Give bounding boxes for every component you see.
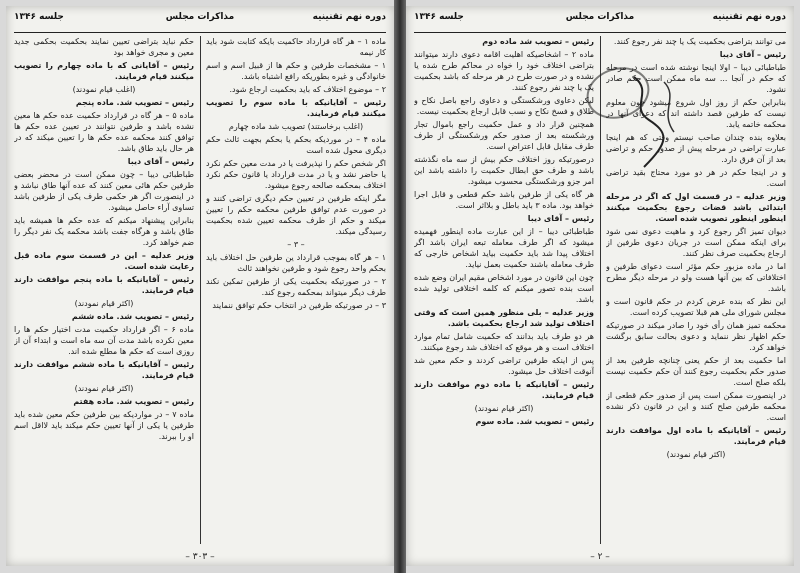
page-number: – ۳۰۳ – bbox=[185, 552, 215, 562]
speaker-line: رئیس – تصویب شد ماده دوم bbox=[482, 37, 594, 46]
speaker-line: رئیس – تصویب شد. ماده هفتم bbox=[73, 397, 194, 406]
speaker-line: رئیس – آقایانیکه با ماده ششم موافقت دارند قیام فرمایند. bbox=[14, 360, 194, 380]
speaker-line: رئیس – آقایانیکه با ماده پنجم موافقت دارند قیام فرمایند. bbox=[14, 275, 194, 295]
page-header bbox=[414, 10, 786, 33]
vote-note: (اکثر قیام نمودند) bbox=[666, 450, 726, 459]
paragraph: ماده ۶ – اگر قرارداد حکمیت مدت اختیار حکم ها را معین نکرده باشد مدت آن سه ماه است و ابتداء آن از روزی است که حکم ها مطلع شده اند. bbox=[14, 325, 194, 356]
speaker-line: رئیس – تصویب شد. ماده پنجم bbox=[75, 98, 194, 107]
paragraph: و در اینجا حکم در هر دو مورد محتاج بقید تراضی است. bbox=[606, 168, 786, 188]
header-title: مذاکرات مجلس bbox=[565, 12, 635, 22]
paragraph: پس از اینکه طرفین تراضی کردند و حکم معین شد آنوقت اختلاف حل میشود. bbox=[414, 356, 594, 376]
page-header bbox=[14, 10, 386, 33]
vote-note: (اکثر قیام نمودند) bbox=[74, 384, 134, 393]
paragraph: بعلاوه بنده چندان صاحب نیستم وقتی که هم اینجا عبارت تراضی در مرحله پیش از صدور حکم و تراضی بعد از آن فرق دارد. bbox=[606, 133, 786, 164]
speaker-line: رئیس – آقایانیکه با ماده سوم را تصویب میکنند قیام فرمایند. bbox=[206, 98, 386, 118]
paragraph: بنابراین پیشنهاد میکنم که عده حکم ها همیشه باید طاق باشد و هرگاه جفت باشد محکمه یک نفر دیگر را ضم خواهد کرد. bbox=[14, 216, 194, 247]
header-session: جلسه ۱۳۴۶ bbox=[414, 12, 464, 22]
paragraph: لیکن دعاوی ورشکستگی و دعاوی راجع باصل نکاح و طلاق و فسخ نکاح و نسب قابل ارجاع بحکمیت نیست. bbox=[414, 96, 594, 116]
header-title: مذاکرات مجلس bbox=[165, 12, 235, 22]
paragraph: طباطبائی دیبا – از این عبارت ماده اینطور فهمیده میشود که اگر طرف معامله تبعه ایران باشد اگر اختلاف پیدا شد باید حکمیت بیاید اشخاص خارجی که طرف معامله باشند حکمیت بعمل نیاید. bbox=[414, 227, 594, 269]
speaker-line: رئیس – آقای دیبا bbox=[127, 157, 194, 166]
header-term: دوره نهم تقنینیه bbox=[312, 12, 386, 22]
paragraph: ۲ – موضوع اختلاف که باید بحکمیت ارجاع شود. bbox=[229, 85, 386, 94]
paragraph: مگر اینکه طرفین در تعیین حکم دیگری تراضی کنند و در صورت عدم توافق طرفین محکمه حکم را تعیین میکند و حکم از طرف محکمه تعیین شده بحکمیت رسیدگی میکند. bbox=[206, 194, 386, 236]
paragraph: ماده ۴ – در موردیکه بحکم یا بحکم بجهت ثالث حکم دیگری محول شده است bbox=[206, 135, 386, 155]
paragraph: اما در ماده مزبور حکم مؤثر است دعوای طرفین و اختلافاتی که بین آنها هست ولو در مرحله دیگر مطرح باشد. bbox=[606, 262, 786, 293]
text-column-left bbox=[414, 36, 594, 544]
text-column-right bbox=[206, 36, 386, 544]
paragraph: چون این قانون در مورد اشخاص مقیم ایران وضع شده است بنده تصور میکنم که کلمه اختلافی تولید شده باشد. bbox=[414, 273, 594, 304]
paragraph: می توانند بتراضی بحکمیت یک یا چند نفر رجوع کنند. bbox=[613, 37, 786, 46]
speaker-line: رئیس – آقایانیکه با ماده دوم موافقت دارند قیام فرمایند. bbox=[414, 380, 594, 400]
speaker-line: وزیر عدلیه – بلی منظور همین است که وقتی اختلاف تولید شد ارجاع بحکمیت باشد. bbox=[414, 308, 594, 328]
paragraph: در اینصورت ممکن است پس از صدور حکم قطعی از محکمه طرفین صلح کنند و این در قانون ذکر نشده است. bbox=[606, 391, 786, 422]
speaker-line: رئیس – آقایانی که با ماده چهارم را تصویب میکنند قیام فرمایند. bbox=[14, 61, 194, 81]
paragraph: ۱ – مشخصات طرفین و حکم ها از قبیل اسم و اسم خانوادگی و غیره بطوریکه رافع اشتباه باشد. bbox=[206, 61, 386, 81]
speaker-line: رئیس – تصویب شد. ماده سوم bbox=[475, 417, 594, 426]
paragraph: دیوان تمیز اگر رجوع کرد و ماهیت دعوی نمی شود برای اینکه ممکن است در جریان دعوی طرفین از ارجاع بحکمیت صرف نظر کنند. bbox=[606, 227, 786, 258]
paragraph: اگر شخص حکم را نپذیرفت یا در مدت معین حکم نکرد یا حاضر نشد و یا در مدت قرارداد یا قانون حکم نکرد اختلاف بمحکمه صالحه رجوع میشود. bbox=[206, 159, 386, 190]
paragraph: طباطبائی دیبا – چون ممکن است در محضر بعضی طرفین حکم هائی معین کنند که عده آنها طاق نباشد و در اینصورت اگر هر حکمی طرف یکی از طرفین باشد تساوی آراء حاصل میشود. bbox=[14, 170, 194, 212]
speaker-line: وزیر عدلیه – در قسمت اول که اگر در مرحله ابتدائی باشد قضات رجوع بحکمیت میکنند اینطور اینطور تصویب شده است. bbox=[606, 192, 786, 223]
paragraph: درصورتیکه روز اختلاف حکم بیش از سه ماه نگذشته باشد و طرف حق ابطال حکمیت را داشته باشد این امر جزو ورشکستگی محسوب میشود. bbox=[414, 155, 594, 186]
header-session: جلسه ۱۳۴۶ bbox=[14, 12, 64, 22]
vote-note: – ۳ – bbox=[287, 240, 305, 249]
speaker-line: رئیس – آقای دیبا bbox=[527, 214, 594, 223]
paragraph: ماده ۷ – در مواردیکه بین طرفین حکم معین شده باید طرفین یا یکی از آنها تعیین حکم میکند باید لااقل اسم او را ببرند. bbox=[14, 410, 194, 441]
speaker-line: رئیس – آقای دیبا bbox=[719, 50, 786, 59]
paragraph: این نظر که بنده عرض کردم در حکم قانون است و مجلس شورای ملی هم قبلا تصویب کرده است. bbox=[606, 297, 786, 317]
vote-note: (اکثر قیام نمودند) bbox=[74, 299, 134, 308]
vote-note: (اکثر قیام نمودند) bbox=[474, 404, 534, 413]
paragraph: ماده ۱ – هر گاه قرارداد حاکمیت بایکه کتابت شود باید کار نیمه bbox=[206, 37, 386, 57]
handwritten-scribble bbox=[624, 72, 694, 172]
paragraph: اما حکمیت بعد از حکم یعنی چنانچه طرفین بعد از صدور حکم بحکمیت رجوع کنند آن حکم حکمیت نیست بلکه صلح است. bbox=[606, 356, 786, 387]
paragraph: ۳ – در صورتیکه طرفین در انتخاب حکم توافق ننمایند bbox=[212, 301, 386, 310]
paragraph: ۲ – در صورتیکه بحکمیت یکی از طرفین تمکین نکند طرف دیگر میتواند بمحکمه رجوع کند. bbox=[206, 277, 386, 297]
vote-note: (اغلب قیام نمودند) bbox=[72, 85, 136, 94]
header-term: دوره نهم تقنینیه bbox=[712, 12, 786, 22]
paragraph: بنابراین حکم از روز اول شروع میشود چون معلوم نیست که طرفین قصد داشته اند که دعوای آنها در محکمه خاتمه یابد. bbox=[606, 98, 786, 129]
speaker-line: وزیر عدلیه – این در قسمت سوم ماده قبل رعایت شده است. bbox=[14, 251, 194, 271]
page-number: – ۲ – bbox=[590, 552, 610, 562]
left-page bbox=[6, 6, 394, 566]
text-column-left bbox=[14, 36, 194, 544]
paragraph: همچنین قرار داد و عمل حکمیت راجع باموال تجار ورشکسته بعد از صدور حکم ورشکستگی از طرف طرف مقابل قابل اعتراض است. bbox=[414, 120, 594, 151]
paragraph: ۱ – هر گاه بموجب قرارداد ین طرفین حل اختلاف باید بحکم واحد رجوع شود و طرفین نخواهند ثالث bbox=[206, 253, 386, 273]
paragraph: حکم نباید بتراضی تعیین نمایند بحکمیت بحکمی جدید معین و مجری خواهد بود bbox=[14, 37, 194, 57]
paragraph: ماده ۲ – اشخاصیکه اهلیت اقامه دعوی دارند میتوانند بتراضی اختلاف خود را خواه در محاکم طرح شده یا نشده و در صورت طرح در هر مرحله که باشد بحکمیت یک یا چند نفر رجوع کنند. bbox=[414, 50, 594, 92]
paragraph: هر گاه یکی از طرفین باشد حکم قطعی و قابل اجرا خواهد بود. ماده ۳ باید باطل و بلااثر است. bbox=[414, 190, 594, 210]
paragraph: ماده ۵ – هر گاه در قرارداد حکمیت عده حکم ها معین نشده باشد و طرفین نتوانند در تعیین عده حکم ها توافق کنند محکمه عده حکم ها را تعیین میکند که در هر حال باید طاق باشد. bbox=[14, 111, 194, 153]
vote-note: (اغلب برخاستند) تصویب شد ماده چهارم bbox=[228, 122, 364, 131]
column-divider bbox=[200, 36, 201, 544]
right-page bbox=[406, 6, 794, 566]
speaker-line: رئیس – تصویب شد. ماده ششم bbox=[71, 312, 194, 321]
book-gutter bbox=[394, 0, 406, 573]
paragraph: هر دو طرف باید بدانند که حکمیت شامل تمام موارد اختلاف است و هر موقع که اختلاف شد رجوع میکنند. bbox=[414, 332, 594, 352]
paragraph: طباطبائی دیبا – اولا اینجا نوشته شده است در مرحله که حکم در آنجا ... سه ماه ممکن است حکم صادر نشود. bbox=[606, 63, 786, 94]
paragraph: محکمه تمیز همان رأی خود را صادر میکند در صورتیکه حکم اظهار نظر ننماید و دعوی بحالت سابق برگشت خواهد کرد. bbox=[606, 321, 786, 352]
speaker-line: رئیس – آقایانیکه با ماده اول موافقت دارند قیام فرمایند. bbox=[606, 426, 786, 446]
